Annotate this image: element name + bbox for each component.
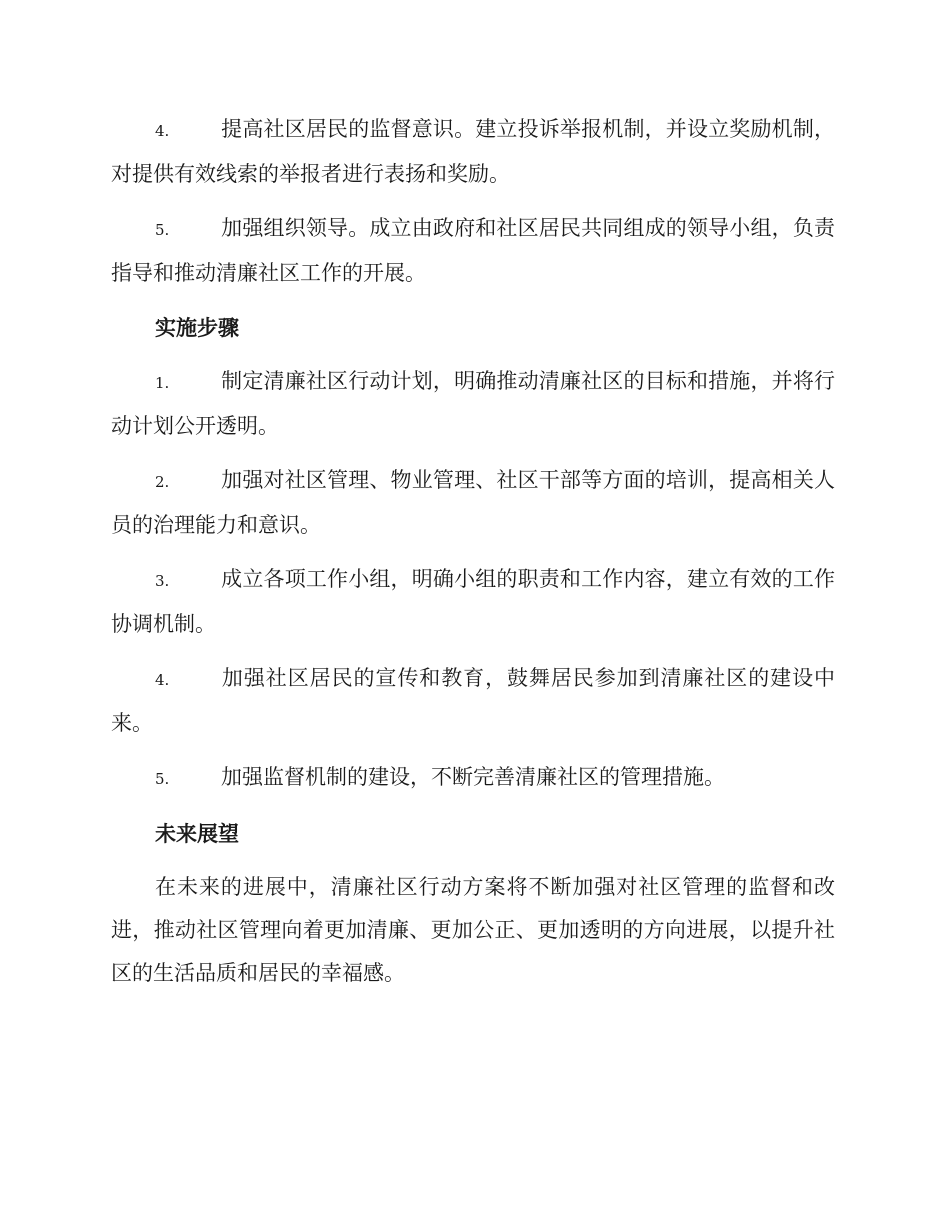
list-number: 4. [155, 671, 170, 689]
list-text: 加强监督机制的建设，不断完善清廉社区的管理措施。 [221, 765, 725, 789]
list-item [111, 207, 835, 295]
document-page [111, 108, 835, 1006]
list-text: 加强组织领导。成立由政府和社区居民共同组成的领导小组，负责指导和推动清廉社区工作的开展。 [111, 216, 835, 285]
list-number: 1. [155, 374, 170, 392]
list-number: 3. [155, 572, 170, 590]
list-item [111, 459, 835, 547]
list-item [111, 756, 835, 801]
list-text: 加强对社区管理、物业管理、社区干部等方面的培训，提高相关人员的治理能力和意识。 [111, 468, 835, 537]
list-item [111, 360, 835, 448]
list-number: 4. [155, 122, 170, 140]
section-heading-outlook: 未来展望 [155, 821, 239, 846]
list-number: 5. [155, 770, 170, 788]
list-number: 2. [155, 473, 170, 491]
list-item [111, 108, 835, 196]
list-text: 提高社区居民的监督意识。建立投诉举报机制，并设立奖励机制，对提供有效线索的举报者进行表扬和奖励。 [111, 117, 835, 186]
outlook-paragraph: 在未来的进展中，清廉社区行动方案将不断加强对社区管理的监督和改进，推动社区管理向着更加清廉、更加公正、更加透明的方向进展，以提升社区的生活品质和居民的幸福感。 [111, 875, 835, 985]
list-text: 制定清廉社区行动计划，明确推动清廉社区的目标和措施，并将行动计划公开透明。 [111, 369, 835, 438]
list-item [111, 657, 835, 745]
list-text: 成立各项工作小组，明确小组的职责和工作内容，建立有效的工作协调机制。 [111, 567, 835, 636]
list-number: 5. [155, 221, 170, 239]
section-heading-implementation: 实施步骤 [155, 315, 239, 340]
list-item [111, 558, 835, 646]
list-text: 加强社区居民的宣传和教育，鼓舞居民参加到清廉社区的建设中来。 [111, 666, 835, 735]
